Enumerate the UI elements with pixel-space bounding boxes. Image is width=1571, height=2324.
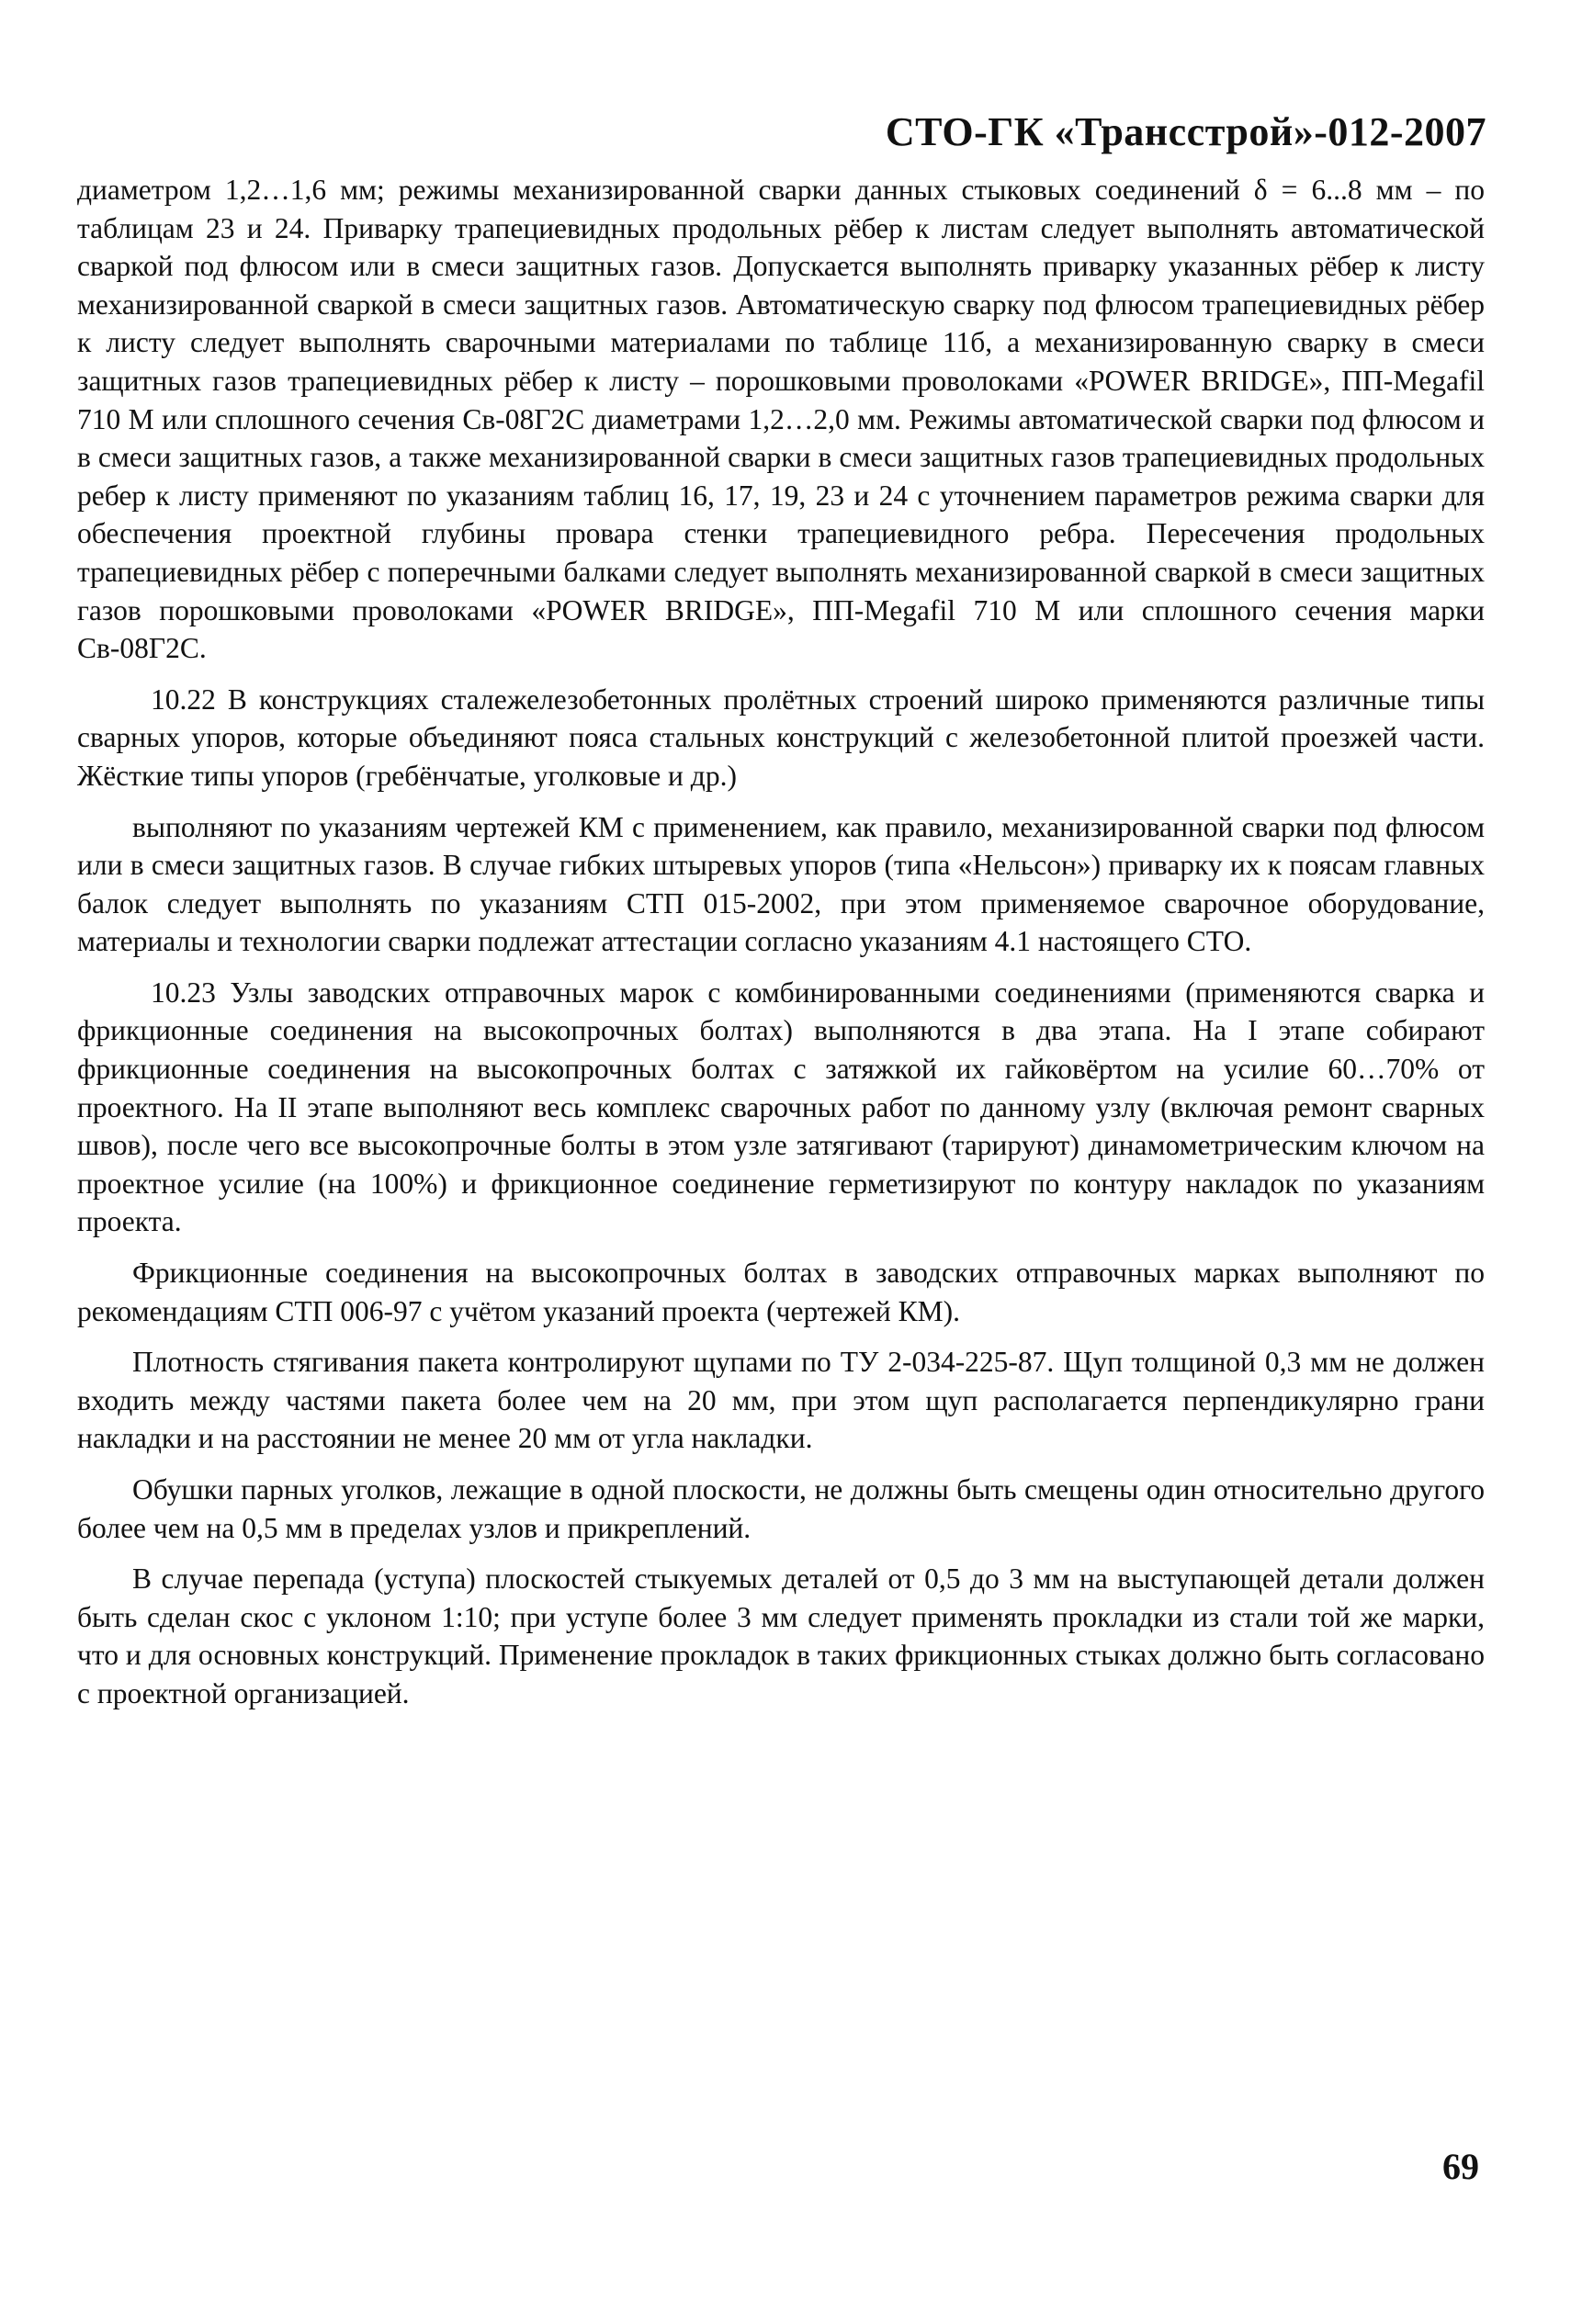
paragraph-10-23: 10.23 Узлы заводских отправочных марок с комбинированными соединениями (применяются сварка и фрикционные соединения на высокопрочных болтах) выполняются в два этапа. На I этапе собирают фрикционные соединения на высокопрочных болтах с затяжкой их гайковёртом на усилие 60…70% от проектного. На II этапе выполняют весь комплекс сварочных работ по данному узлу (включая ремонт сварных швов), после чего все высокопрочные болты в этом узле затягивают (тарируют) динамометрическим ключом на проектное усилие (на 100%) и фрикционное соединение герметизируют по контуру накладок по указаниям проекта. <box>77 976 1485 1238</box>
document-body <box>77 171 1485 1713</box>
paragraph-package-tightness: Плотность стягивания пакета контролируют щупами по ТУ 2-034-225-87. Щуп толщиной 0,3 мм не должен входить между частями пакета более чем на 20 мм, при этом щуп располагается перпендикулярно грани накладки и на расстоянии не менее 20 мм от угла накладки. <box>77 1346 1485 1455</box>
paragraph-angle-offsets: Обушки парных уголков, лежащие в одной плоскости, не должны быть смещены один относительно другого более чем на 0,5 мм в пределах узлов и прикреплений. <box>77 1473 1485 1544</box>
paragraph-friction-joints: Фрикционные соединения на высокопрочных болтах в заводских отправочных марках выполняют по рекомендациям СТП 006-97 с учётом указаний проекта (чертежей КМ). <box>77 1257 1485 1327</box>
paragraph-shear-studs: выполняют по указаниям чертежей КМ с применением, как правило, механизированной сварки под флюсом или в смеси защитных газов. В случае гибких штыревых упоров (типа «Нельсон») приварку их к поясам главных балок следует выполнять по указаниям СТП 015-2002, при этом применяемое сварочное оборудование, материалы и технологии сварки подлежат аттестации согласно указаниям 4.1 настоящего СТО. <box>77 810 1485 958</box>
document-code-header: СТО-ГК «Трансстрой»-012-2007 <box>885 109 1486 154</box>
paragraph-10-22: 10.22 В конструкциях сталежелезобетонных пролётных строений широко применяются различные типы сварных упоров, которые объединяют пояса стальных конструкций с железобетонной плитой проезжей части. Жёсткие типы упоров (гребёнчатые, уголковые и др.) <box>77 683 1485 792</box>
page-number: 69 <box>1442 2146 1479 2187</box>
paragraph-welding-modes: диаметром 1,2…1,6 мм; режимы механизированной сварки данных стыковых соединений δ = 6...8 мм – по таблицам 23 и 24. Приварку трапециевидных продольных рёбер к листам следует выполнять автоматической сваркой под флюсом или в смеси защитных газов. Допускается выполнять приварку указанных рёбер к листу механизированной сваркой в смеси защитных газов. Автоматическую сварку под флюсом трапециевидных рёбер к листу следует выполнять сварочными материалами по таблице 11б, а механизированную сварку в смеси защитных газов трапециевидных рёбер к листу – порошковыми проволоками «POWER BRIDGE», ПП-Megafil 710 М или сплошного сечения Св-08Г2С диаметрами 1,2…2,0 мм. Режимы автоматической сварки под флюсом и в смеси защитных газов, а также механизированной сварки в смеси защитных газов трапециевидных продольных ребер к листу применяют по указаниям таблиц 16, 17, 19, 23 и 24 с уточнением параметров режима сварки для обеспечения проектной глубины провара стенки трапециевидного ребра. Пересечения продольных трапециевидных рёбер с поперечными балками следует выполнять механизированной сваркой в смеси защитных газов порошковыми проволоками «POWER BRIDGE», ПП-Megafil 710 М или сплошного сечения марки Св-08Г2С. <box>77 174 1485 665</box>
paragraph-surface-step: В случае перепада (уступа) плоскостей стыкуемых деталей от 0,5 до 3 мм на выступающей детали должен быть сделан скос с уклоном 1:10; при уступе более 3 мм следует применять прокладки из стали той же марки, что и для основных конструкций. Применение прокладок в таких фрикционных стыках должно быть согласовано с проектной организацией. <box>77 1562 1485 1709</box>
